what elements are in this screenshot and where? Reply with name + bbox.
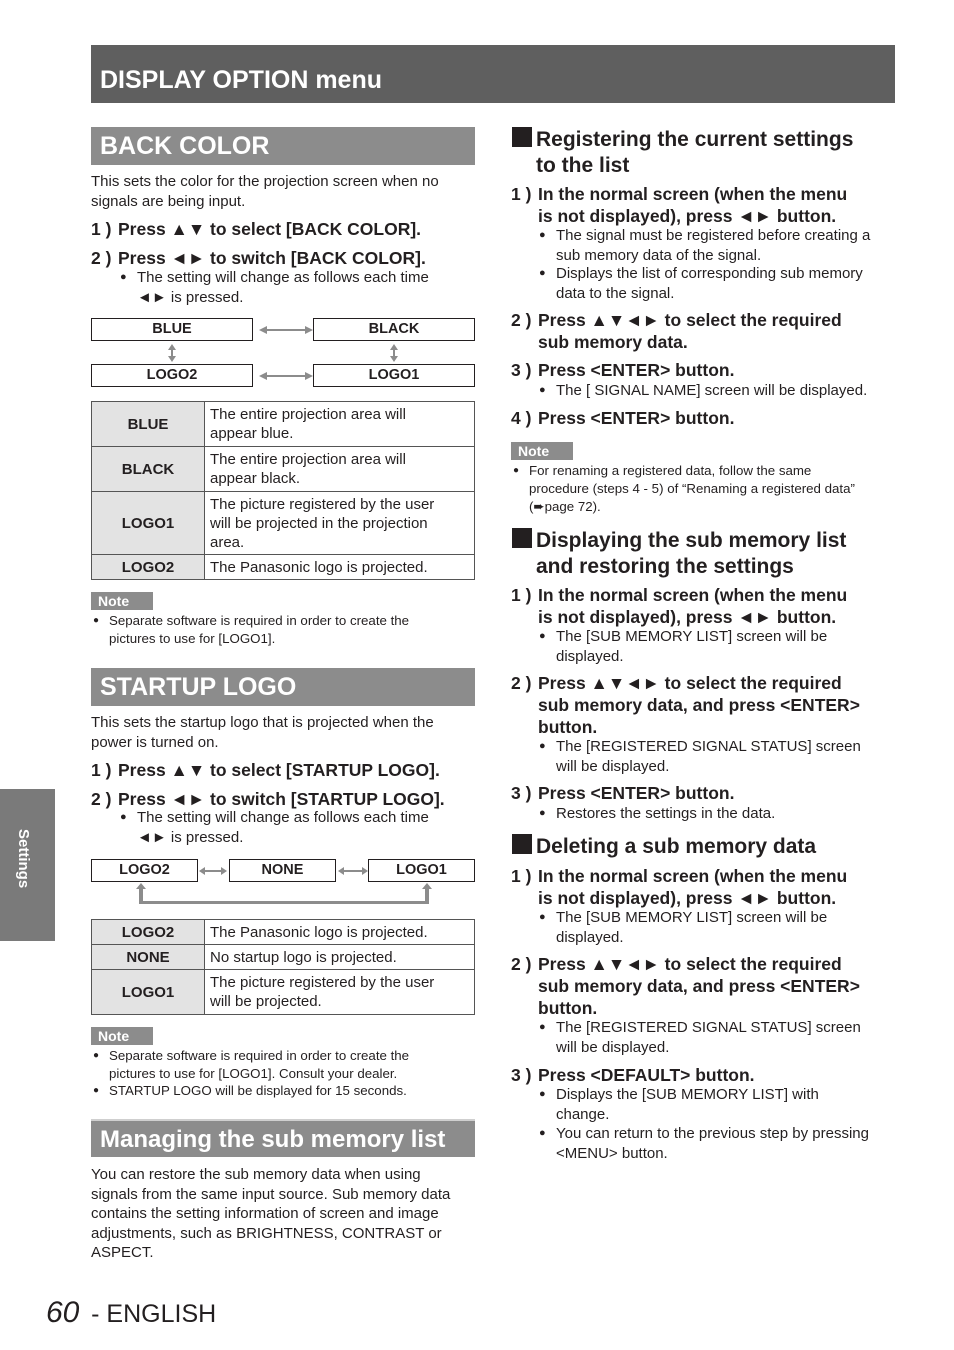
cycle-box-none: NONE — [229, 859, 336, 882]
section-square-icon — [512, 834, 532, 854]
back-color-heading: BACK COLOR — [91, 127, 475, 165]
table-row — [92, 402, 475, 447]
section-square-icon — [512, 528, 532, 548]
table-key: LOGO2 — [92, 920, 205, 945]
table-desc: No startup logo is projected. — [205, 945, 475, 970]
startup-logo-note-1: ● Separate software is required in order to create the pictures to use for [LOGO1]. Consult your dealer. — [109, 1047, 475, 1083]
table-row — [92, 492, 475, 555]
deleting-heading: Deleting a sub memory data — [512, 834, 902, 860]
menu-title: DISPLAY OPTION menu — [100, 66, 383, 94]
table-row — [92, 920, 475, 945]
displaying-bullet-2: ● The [REGISTERED SIGNAL STATUS] screen will be displayed. — [556, 737, 901, 776]
sub-memory-heading: Managing the sub memory list — [91, 1119, 475, 1157]
note-label: Note — [91, 1027, 153, 1045]
note-label: Note — [91, 592, 153, 610]
back-color-note: ● Separate software is required in order to create the pictures to use for [LOGO1]. — [109, 612, 475, 648]
loop-arrow-icon — [136, 883, 432, 904]
table-key: LOGO2 — [92, 555, 205, 580]
displaying-bullet-3: ● Restores the settings in the data. — [556, 804, 901, 824]
back-color-step-2 — [91, 247, 475, 269]
startup-cycle-arrows — [91, 855, 475, 905]
footer-language: - ENGLISH — [91, 1300, 217, 1328]
table-key: BLACK — [92, 447, 205, 492]
page-footer — [46, 1296, 216, 1330]
registering-step-2: 2 ) Press ▲▼◄► to select the required sub memory data. — [511, 310, 842, 352]
intro-line: This sets the color for the projection screen when no — [91, 173, 439, 190]
back-color-table — [91, 401, 475, 580]
cycle-arrows — [91, 318, 475, 388]
registering-step-3: 3 ) Press <ENTER> button. — [511, 360, 735, 380]
table-desc: The entire projection area will appear blue. — [205, 402, 475, 447]
cycle-box-logo1: LOGO1 — [368, 859, 475, 882]
section-square-icon — [512, 127, 532, 147]
double-arrow-icon — [259, 326, 313, 334]
table-key: NONE — [92, 945, 205, 970]
note-label: Note — [511, 442, 573, 460]
startup-logo-step-1: 1 ) Press ▲▼ to select [STARTUP LOGO]. — [91, 760, 440, 780]
displaying-step-2: 2 ) Press ▲▼◄► to select the required sub memory data, and press <ENTER> button. — [511, 673, 860, 737]
registering-bullet-3: ● The [ SIGNAL NAME] screen will be displayed. — [556, 381, 901, 401]
deleting-bullet-3: ● Displays the [SUB MEMORY LIST] with change. — [556, 1085, 901, 1124]
side-tab-label: Settings — [15, 829, 32, 889]
table-desc: The picture registered by the user will be projected. — [205, 970, 475, 1015]
table-desc: The Panasonic logo is projected. — [205, 555, 475, 580]
displaying-step-1: 1 ) In the normal screen (when the menu is not displayed), press ◄► button. — [511, 585, 848, 627]
startup-logo-note-2: ● STARTUP LOGO will be displayed for 15 seconds. — [109, 1082, 475, 1100]
step-text: Press ▲▼ to select [BACK COLOR]. — [118, 219, 422, 239]
side-tab — [0, 789, 55, 941]
step-number: 2 ) — [91, 248, 112, 268]
registering-heading: Registering the current settings to the list — [512, 127, 902, 179]
displaying-step-3: 3 ) Press <ENTER> button. — [511, 783, 735, 803]
table-desc: The Panasonic logo is projected. — [205, 920, 475, 945]
registering-step-1: 1 ) In the normal screen (when the menu is not displayed), press ◄► button. — [511, 184, 848, 226]
startup-logo-bullet: ● The setting will change as follows each time ◄► is pressed. — [137, 808, 477, 847]
table-row — [92, 447, 475, 492]
registering-step-4: 4 ) Press <ENTER> button. — [511, 408, 735, 428]
page-number: 60 — [46, 1296, 80, 1329]
startup-logo-intro: This sets the startup logo that is projected when the power is turned on. — [91, 714, 434, 751]
cycle-box-black: BLACK — [313, 318, 475, 341]
table-key: LOGO1 — [92, 492, 205, 555]
vertical-arrow-icon — [168, 344, 176, 362]
bullet-line: ◄► is pressed. — [137, 288, 244, 306]
back-color-intro — [91, 172, 475, 211]
table-key: BLUE — [92, 402, 205, 447]
registering-bullet-2: ● Displays the list of corresponding sub memory data to the signal. — [556, 264, 901, 303]
registering-bullet-1: ● The signal must be registered before creating a sub memory data of the signal. — [556, 226, 901, 265]
cycle-box-logo2: LOGO2 — [91, 364, 253, 387]
double-arrow-icon — [259, 372, 313, 380]
table-row — [92, 945, 475, 970]
back-color-bullet — [137, 268, 477, 307]
cycle-box-logo2: LOGO2 — [91, 859, 198, 882]
deleting-bullet-4: ● You can return to the previous step by pressing <MENU> button. — [556, 1124, 901, 1163]
deleting-step-1: 1 ) In the normal screen (when the menu is not displayed), press ◄► button. — [511, 866, 848, 908]
menu-header-bar — [91, 45, 895, 103]
displaying-heading: Displaying the sub memory list and restoring the settings — [512, 528, 902, 580]
cycle-box-logo1: LOGO1 — [313, 364, 475, 387]
sub-memory-intro: You can restore the sub memory data when using signals from the same input source. Sub memory data contains the setting information of screen and image adjustments, such as BRIGHTNESS, CONTRAST or ASPECT. — [91, 1166, 451, 1261]
deleting-step-3: 3 ) Press <DEFAULT> button. — [511, 1065, 755, 1085]
startup-logo-step-2: 2 ) Press ◄► to switch [STARTUP LOGO]. — [91, 789, 445, 809]
deleting-bullet-1: ● The [SUB MEMORY LIST] screen will be displayed. — [556, 908, 901, 947]
deleting-step-2: 2 ) Press ▲▼◄► to select the required sub memory data, and press <ENTER> button. — [511, 954, 860, 1018]
bullet-line: ● The setting will change as follows each time — [137, 269, 429, 286]
back-color-step-1 — [91, 218, 475, 240]
double-arrow-icon — [199, 867, 227, 875]
startup-logo-heading: STARTUP LOGO — [91, 668, 475, 706]
vertical-arrow-icon — [390, 344, 398, 362]
cycle-box-blue: BLUE — [91, 318, 253, 341]
step-text: Press ◄► to switch [BACK COLOR]. — [118, 248, 426, 268]
table-key: LOGO1 — [92, 970, 205, 1015]
startup-logo-table — [91, 919, 475, 1015]
registering-note: ● For renaming a registered data, follow the same procedure (steps 4 - 5) of “Renaming a registered data” (➨page 72). — [529, 462, 901, 516]
table-row — [92, 970, 475, 1015]
step-number: 1 ) — [91, 219, 112, 239]
displaying-bullet-1: ● The [SUB MEMORY LIST] screen will be displayed. — [556, 627, 901, 666]
table-desc: The entire projection area will appear black. — [205, 447, 475, 492]
table-row — [92, 555, 475, 580]
double-arrow-icon — [338, 867, 368, 875]
deleting-bullet-2: ● The [REGISTERED SIGNAL STATUS] screen will be displayed. — [556, 1018, 901, 1057]
table-desc: The picture registered by the user will be projected in the projection area. — [205, 492, 475, 555]
intro-line: signals are being input. — [91, 192, 246, 210]
